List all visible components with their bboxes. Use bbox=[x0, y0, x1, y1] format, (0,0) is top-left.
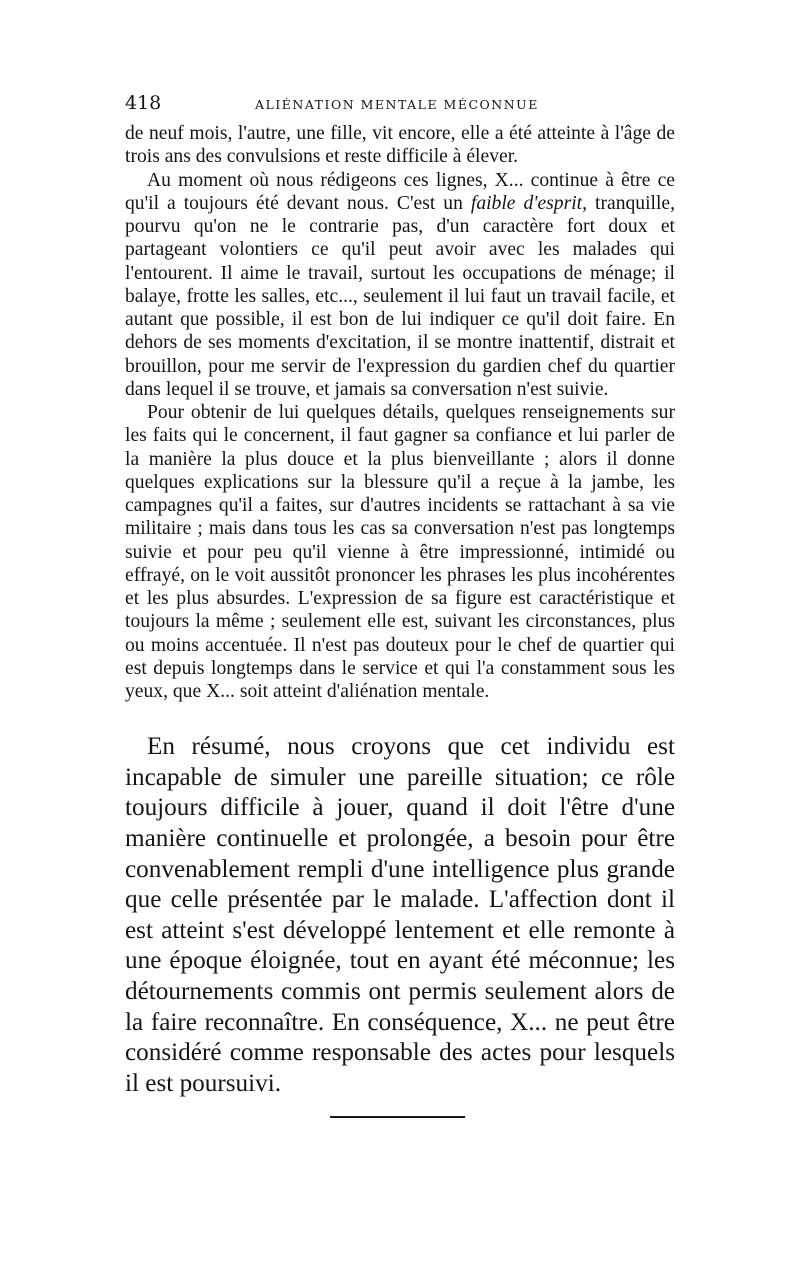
page-header bbox=[125, 92, 675, 122]
paragraph-text: Au moment où nous rédigeons ces lignes, X... continue à être ce qu'il a toujours été devant nous. C'est un bbox=[125, 169, 675, 214]
paragraph-text: , tranquille, pourvu qu'on ne le contrarie pas, d'un caractère fort doux et partageant volontiers ce qu'il peut avoir avec les malades qui l'entourent. Il aime le travail, surtout les occupations de ménage; il balaye, frotte les salles, etc..., seulement il lui faut un travail facile, et autant que possible, il est bon de lui indiquer ce qu'il doit faire. En dehors de ses moments d'excitation, il se montre inattentif, distrait et brouillon, pour me servir de l'expression du gardien chef du quartier dans lequel il se trouve, et jamais sa conversation n'est suivie. bbox=[125, 192, 676, 400]
case-notes bbox=[125, 122, 675, 703]
paragraph-details: Pour obtenir de lui quelques détails, quelques renseignements sur les faits qui le concernent, il faut gagner sa confiance et lui parler de la manière la plus douce et la plus bienveillante ; alors il donne quelques explications sur la blessure qu'il a reçue à la jambe, les campagnes qu'il a faites, sur d'autres incidents se rattachant à sa vie militaire ; mais dans tous les cas sa conversation n'est pas longtemps suivie et pour peu qu'il vienne à être impressionné, intimidé ou effrayé, on le voit aussitôt prononcer les phrases les plus incohérentes et les plus absurdes. L'expression de sa figure est caractéristique et toujours la même ; seulement elle est, suivant les circonstances, plus ou moins accentuée. Il n'est pas douteux pour le chef de quartier qui est depuis longtemps dans le service et qui l'a constamment sous les yeux, que X... soit atteint d'aliénation mentale. bbox=[125, 402, 675, 702]
running-title: ALIÉNATION MENTALE MÉCONNUE bbox=[255, 97, 539, 112]
page-number: 418 bbox=[125, 92, 162, 114]
paragraph-current-state bbox=[125, 169, 675, 402]
conclusion-paragraph: En résumé, nous croyons que cet individu est incapable de simuler une pareille situation; ce rôle toujours difficile à jouer, quand il doit l'être d'une manière continuelle et prolongée, a besoin pour être convenablement rempli d'une intelligence plus grande que celle présentée par le malade. L'affection dont il est atteint s'est développé lentement et elle remonte à une époque éloignée, tout en ayant été méconnue; les détournements commis ont permis seulement alors de la faire reconnaître. En conséquence, X... ne peut être considéré comme responsable des actes pour lesquels il est poursuivi. bbox=[125, 733, 675, 1097]
end-rule bbox=[330, 1116, 465, 1118]
paragraph-continuation: de neuf mois, l'autre, une fille, vit encore, elle a été atteinte à l'âge de trois ans des convulsions et reste difficile à élever. bbox=[125, 123, 675, 168]
italic-term: faible d'esprit bbox=[470, 192, 583, 214]
book-page bbox=[125, 92, 675, 1119]
end-rule-wrap bbox=[125, 1099, 675, 1119]
